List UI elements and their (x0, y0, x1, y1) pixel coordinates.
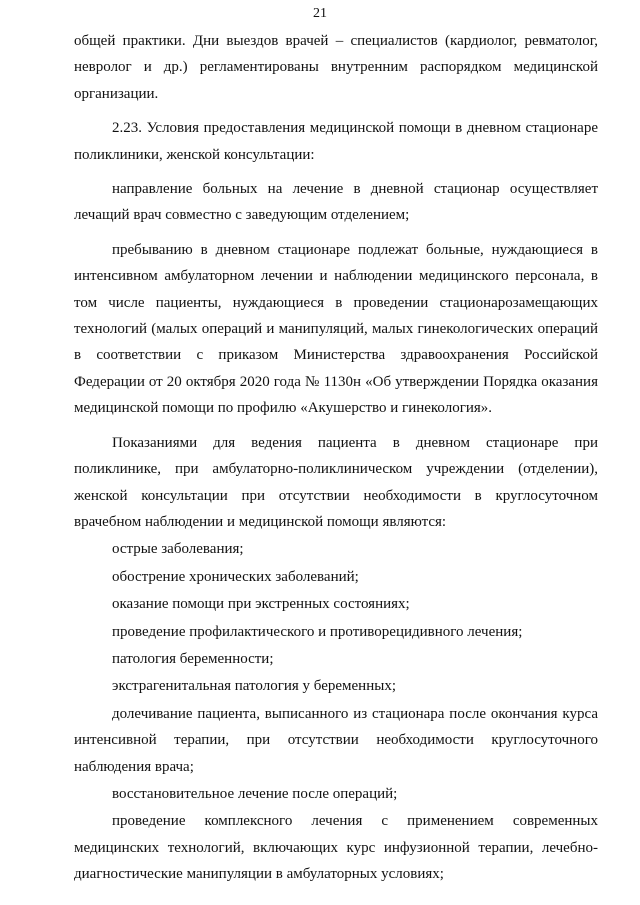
paragraph-eligible-patients: пребыванию в дневном стационаре подлежат больные, нуждающиеся в интенсивном амбулаторном лечении и наблюдении медицинского персонала, в том числе пациенты, нуждающиеся в проведении стационарозамещающих технологий (малых операций и манипуляций, малых гинекологических операций в соответствии с приказом Министерства здравоохранения Российской Федерации от 20 октября 2020 года № 1130н «Об утверждении Порядка оказания медицинской помощи по профилю «Акушерство и гинекология». (74, 241, 598, 417)
section-2-23-heading: 2.23. Условия предоставления медицинской помощи в дневном стационаре поликлиники, женской консультации: (74, 120, 598, 163)
document-body (74, 28, 598, 888)
indication-item: обострение хронических заболеваний; (112, 568, 359, 585)
indication-item: оказание помощи при экстренных состояниях; (112, 596, 410, 613)
indication-item: долечивание пациента, выписанного из стационара после окончания курса интенсивной терапии, при отсутствии необходимости круглосуточного наблюдения врача; (74, 705, 598, 775)
indication-item: экстрагенитальная патология у беременных; (112, 678, 396, 695)
indication-item: патология беременности; (112, 650, 274, 667)
page-number: 21 (313, 6, 327, 21)
paragraph-indications-intro: Показаниями для ведения пациента в дневном стационаре при поликлинике, при амбулаторно-поликлиническом учреждении (отделении), женской консультации при отсутствии необходимости в круглосуточном врачебном наблюдении и медицинской помощи являются: (74, 434, 598, 530)
indication-item: проведение комплексного лечения с применением современных медицинских технологий, включающих курс инфузионной терапии, лечебно-диагностические манипуляции в амбулаторных условиях; (74, 813, 598, 883)
indication-item: проведение профилактического и противорецидивного лечения; (112, 623, 523, 640)
paragraph-continuation: общей практики. Дни выездов врачей – специалистов (кардиолог, ревматолог, невролог и др.) регламентированы внутренним распорядком медицинской организации. (74, 33, 598, 102)
indication-item: восстановительное лечение после операций; (112, 785, 398, 802)
paragraph-referral: направление больных на лечение в дневной стационар осуществляет лечащий врач совместно с заведующим отделением; (74, 181, 598, 224)
indication-item: острые заболевания; (112, 541, 244, 558)
